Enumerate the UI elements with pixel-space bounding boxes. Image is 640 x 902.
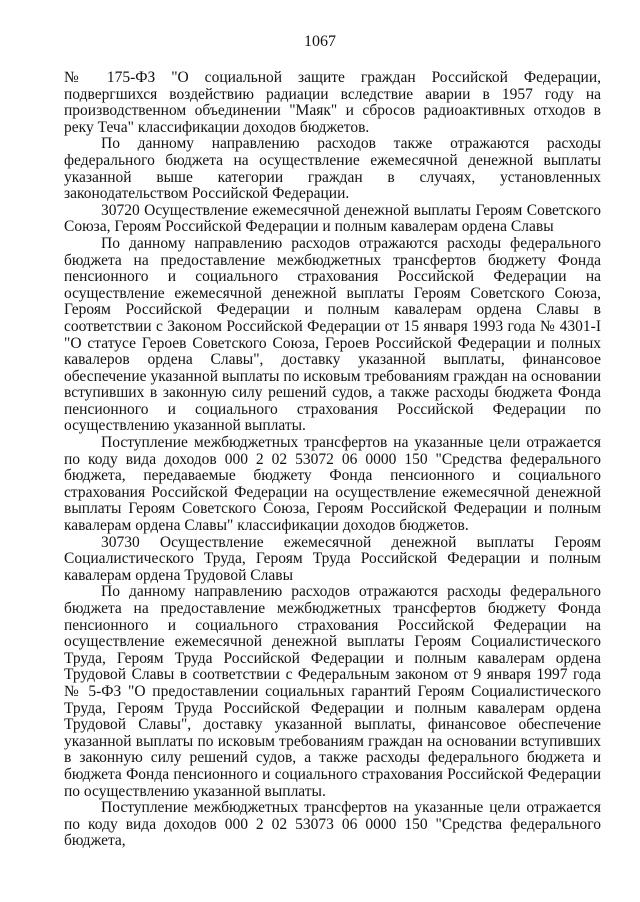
page-text	[64, 70, 601, 850]
section-heading-30720: 30720 Осуществление ежемесячной денежной выплаты Героям Советского Союза, Героям Российской Федерации и полным кавалерам ордена Славы	[64, 201, 601, 236]
paragraph-continuation: № 175-ФЗ "О социальной защите граждан Российской Федерации, подвергшихся воздействию радиации вследствие аварии в 1957 году на производственном объединении "Маяк" и сбросов радиоактивных отходов в реку Теча" классификации доходов бюджетов.	[64, 69, 601, 136]
paragraph-30720-income-code: Поступление межбюджетных трансфертов на указанные цели отражается по коду вида доходов 000 2 02 53072 06 0000 150 "Средства федерального бюджета, передаваемые бюджету Фонда пенсионного и социального страхования Российской Федерации на осуществление ежемесячной денежной выплаты Героям Советского Союза, Героям Российской Федерации и полным кавалерам ордена Славы" классификации доходов бюджетов.	[64, 434, 601, 535]
paragraph-30720-expenses: По данному направлению расходов отражаются расходы федерального бюджета на предоставление межбюджетных трансфертов бюджету Фонда пенсионного и социального страхования Российской Федерации на осуществление ежемесячной денежной выплаты Героям Советского Союза, Героям Российской Федерации и полным кавалерам ордена Славы в соответствии с Законом Российской Федерации от 15 января 1993 года № 4301-I "О статусе Героев Советского Союза, Героев Российской Федерации и полных кавалеров ордена Славы", доставку указанной выплаты, финансовое обеспечение указанной выплаты по исковым требованиям граждан на основании вступивших в законную силу решений судов, а также расходы бюджета Фонда пенсионного и социального страхования Российской Федерации по осуществлению указанной выплаты.	[64, 234, 601, 435]
section-heading-30730: 30730 Осуществление ежемесячной денежной выплаты Героям Социалистического Труда, Героям Труда Российской Федерации и полным кавалерам ордена Трудовой Славы	[64, 533, 601, 584]
paragraph-30730-expenses: По данному направлению расходов отражаются расходы федерального бюджета на предоставление межбюджетных трансфертов бюджету Фонда пенсионного и социального страхования Российской Федерации на осуществление ежемесячной денежной выплаты Героям Социалистического Труда, Героям Труда Российской Федерации и полным кавалерам ордена Трудовой Славы в соответствии с Федеральным законом от 9 января 1997 года № 5-ФЗ "О предоставлении социальных гарантий Героям Социалистического Труда, Героям Труда Российской Федерации и полным кавалерам ордена Трудовой Славы", доставку указанной выплаты, финансовое обеспечение указанной выплаты по исковым требованиям граждан на основании вступивших в законную силу решений судов, а также расходы федерального бюджета и бюджета Фонда пенсионного и социального страхования Российской Федерации по осуществлению указанной выплаты.	[64, 583, 601, 800]
paragraph-additional-expenses: По данному направлению расходов также отражаются расходы федерального бюджета на осуществление ежемесячной денежной выплаты указанной выше категории граждан в случаях, установленных законодательством Российской Федерации.	[64, 135, 601, 203]
paragraph-30730-income-code: Поступление межбюджетных трансфертов на указанные цели отражается по коду вида доходов 000 2 02 53073 06 0000 150 "Средства федерального бюджета,	[64, 799, 601, 850]
page-number: 1067	[304, 33, 336, 50]
